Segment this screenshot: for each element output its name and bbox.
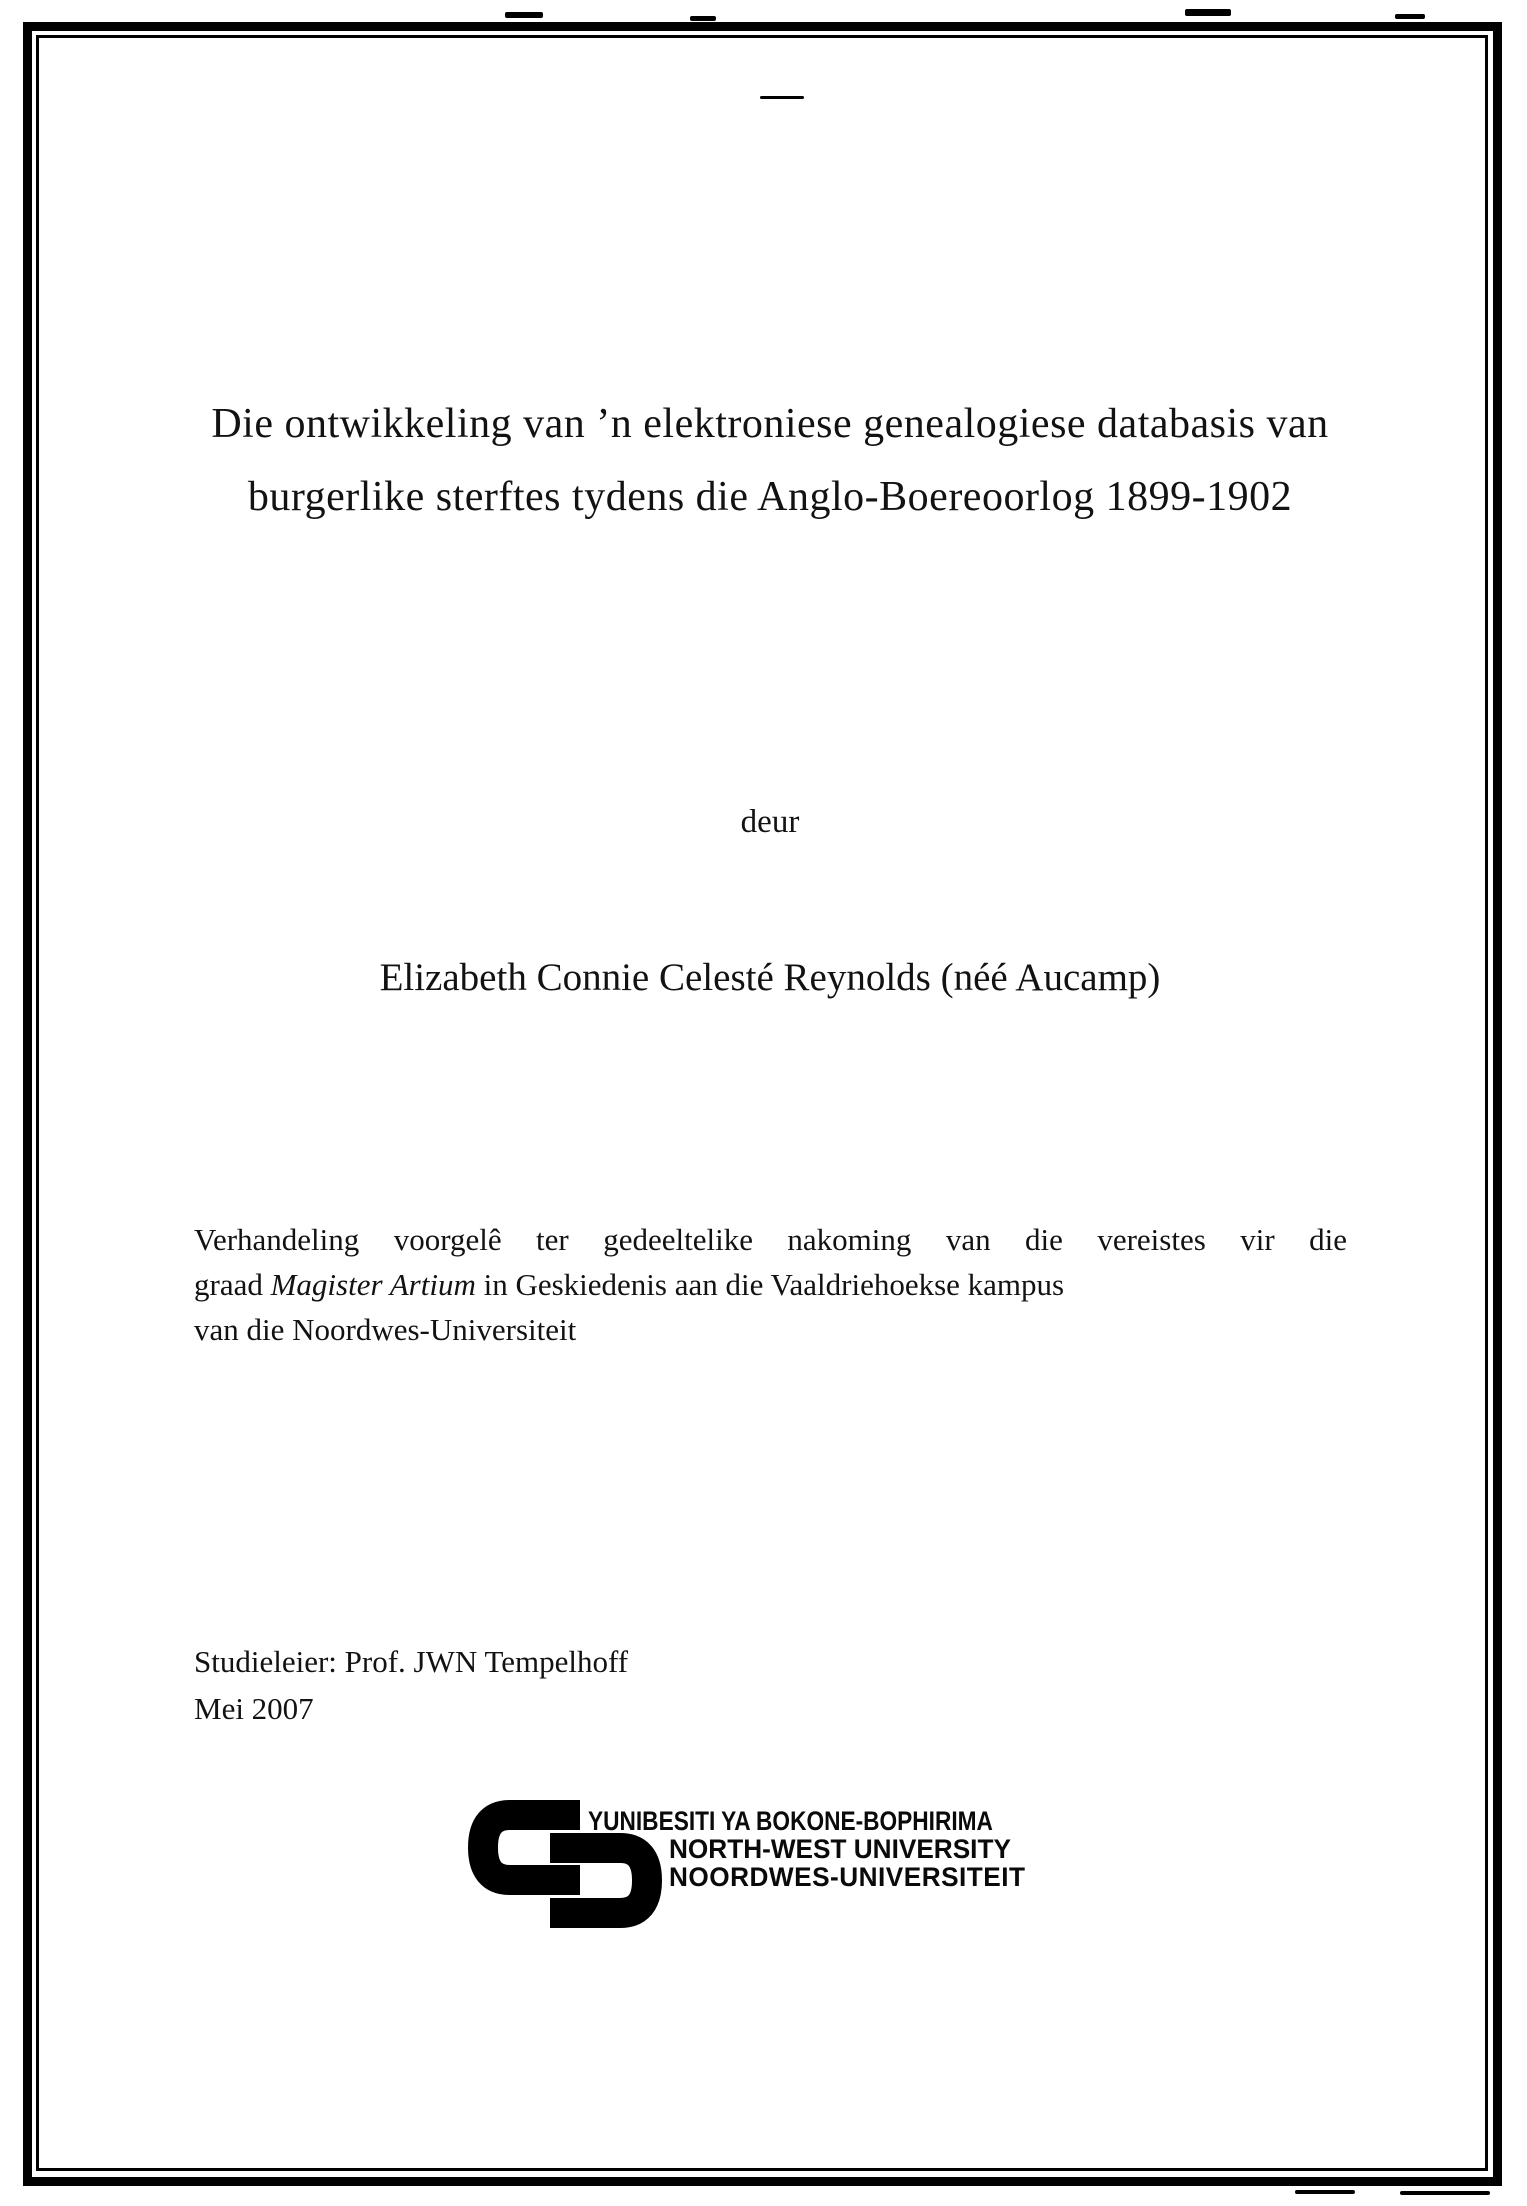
scan-artifact [1395,14,1425,19]
logo-text-afrikaans: NOORDWES-UNIVERSITEIT [669,1862,1026,1892]
supervisor-name: Studieleier: Prof. JWN Tempelhoff [194,1644,629,1679]
logo-text-english: NORTH-WEST UNIVERSITY [669,1834,1011,1864]
thesis-statement-line3: van die Noordwes-Universiteit [194,1312,577,1347]
scan-artifact [1185,9,1231,16]
thesis-statement-line2-post: in Geskiedenis aan die Vaaldriehoekse kampus [475,1267,1065,1302]
degree-name-italic: Magister Artium [270,1267,476,1302]
logo-text-setswana: YUNIBESITI YA BOKONE-BOPHIRIMA [588,1806,993,1836]
scan-artifact [690,16,716,21]
supervisor-block [194,1638,1094,1732]
thesis-statement [194,1217,1347,1352]
scan-artifact [1295,2190,1355,2194]
thesis-statement-line2 [194,1262,1347,1307]
byline-deur: deur [740,804,800,840]
thesis-title-line2: burgerlike sterftes tydens die Anglo-Boereoorlog 1899-1902 [247,474,1293,520]
author-name: Elizabeth Connie Celesté Reynolds (néé Aucamp) [379,956,1161,999]
thesis-statement-line2-pre: graad [194,1267,271,1302]
scan-artifact [760,96,804,99]
thesis-title-line1: Die ontwikkeling van ’n elektroniese genealogiese databasis van [211,401,1329,447]
thesis-statement-line1: Verhandeling voorgelê ter gedeeltelike nakoming van die vereistes vir die [194,1222,1347,1257]
scan-artifact [505,12,543,18]
scan-artifact [1400,2191,1490,2195]
submission-date: Mei 2007 [194,1691,314,1726]
